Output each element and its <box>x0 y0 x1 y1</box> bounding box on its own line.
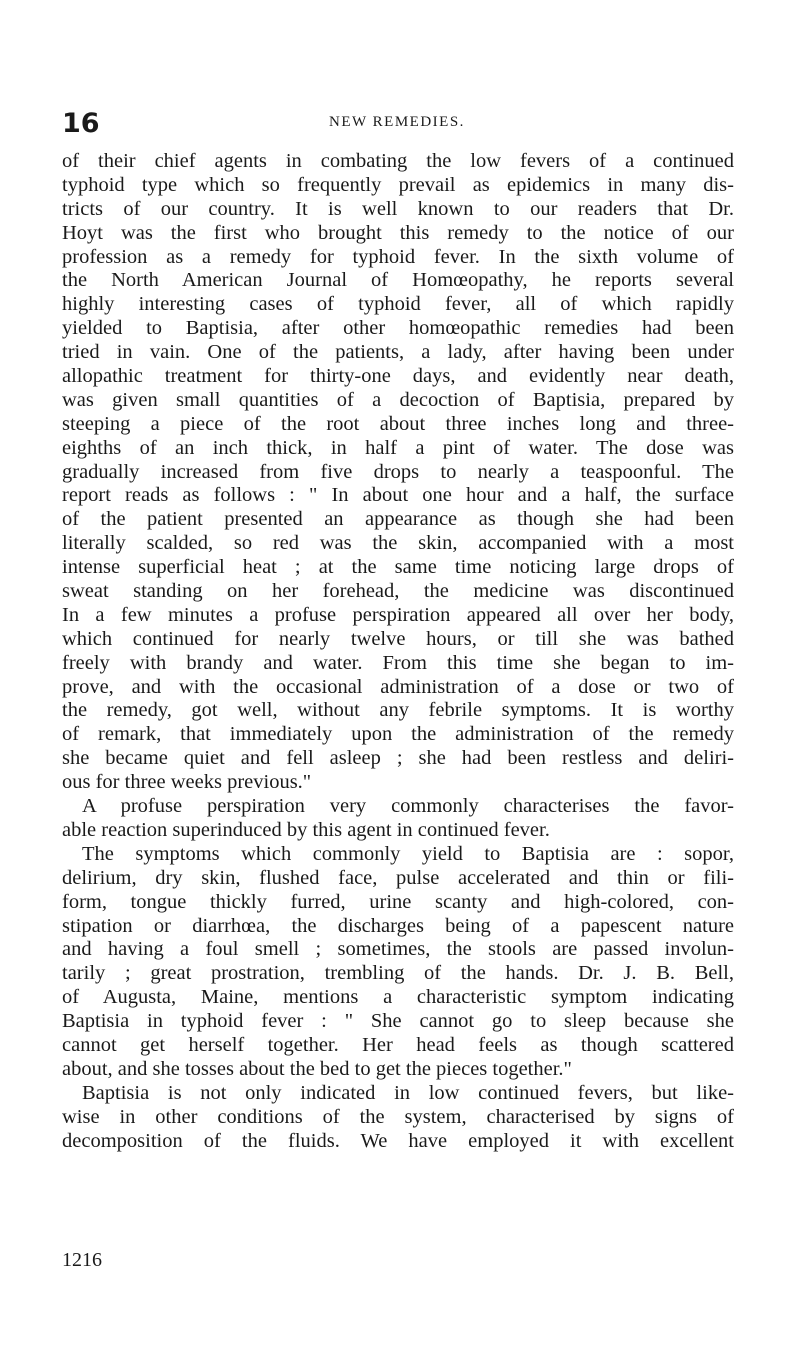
text-line: literally scalded, so red was the skin, accompanied with a most <box>62 532 734 555</box>
text-line: Baptisia is not only indicated in low continued fevers, but like- <box>82 1081 734 1104</box>
text-line: and having a foul smell ; sometimes, the stools are passed involun- <box>62 938 734 961</box>
text-line: tarily ; great prostration, trembling of the hands. Dr. J. B. Bell, <box>62 962 734 985</box>
text-line: cannot get herself together. Her head feels as though scattered <box>62 1033 734 1056</box>
text-line: decomposition of the fluids. We have employed it with excellent <box>62 1129 734 1152</box>
text-line: sweat standing on her forehead, the medicine was discontinued <box>62 580 734 603</box>
text-line: tricts of our country. It is well known to our readers that Dr. <box>62 197 734 220</box>
text-line: of the patient presented an appearance as though she had been <box>62 508 734 531</box>
text-line: of remark, that immediately upon the administration of the remedy <box>62 723 734 746</box>
page-number: 16 <box>62 108 100 139</box>
text-line: tried in vain. One of the patients, a lady, after having been under <box>62 341 734 364</box>
text-line: freely with brandy and water. From this time she began to im- <box>62 651 734 674</box>
text-line: highly interesting cases of typhoid fever, all of which rapidly <box>62 293 734 316</box>
text-line: which continued for nearly twelve hours, or till she was bathed <box>62 627 734 650</box>
text-line: report reads as follows : " In about one hour and a half, the surface <box>62 484 734 507</box>
text-line: The symptoms which commonly yield to Baptisia are : sopor, <box>82 842 734 865</box>
text-line: of their chief agents in combating the low fevers of a continued <box>62 150 734 172</box>
text-line: she became quiet and fell asleep ; she had been restless and deliri- <box>62 747 734 770</box>
text-line: delirium, dry skin, flushed face, pulse accelerated and thin or fili- <box>62 866 734 889</box>
text-line: allopathic treatment for thirty-one days, and evidently near death, <box>62 365 734 388</box>
text-line: wise in other conditions of the system, characterised by signs of <box>62 1105 734 1128</box>
text-line: of Augusta, Maine, mentions a characteristic symptom indicating <box>62 986 734 1009</box>
text-line: the North American Journal of Homœopathy, he reports several <box>62 269 734 292</box>
text-line: yielded to Baptisia, after other homœopathic remedies had been <box>62 317 734 340</box>
signature-mark: 1216 <box>62 1249 102 1271</box>
text-line: intense superficial heat ; at the same time noticing large drops of <box>62 556 734 579</box>
body-text <box>62 150 734 1153</box>
text-line: profession as a remedy for typhoid fever. In the sixth volume of <box>62 245 734 268</box>
text-line: A profuse perspiration very commonly characterises the favor- <box>82 795 734 818</box>
text-line: In a few minutes a profuse perspiration appeared all over her body, <box>62 603 734 626</box>
text-line: typhoid type which so frequently prevail as epidemics in many dis- <box>62 173 734 196</box>
text-line: eighths of an inch thick, in half a pint of water. The dose was <box>62 436 734 459</box>
text-line: ous for three weeks previous." <box>62 771 312 794</box>
text-line: steeping a piece of the root about three inches long and three- <box>62 412 734 435</box>
text-line: about, and she tosses about the bed to get the pieces together." <box>62 1057 572 1080</box>
text-line: able reaction superinduced by this agent in continued fever. <box>62 818 550 841</box>
text-line: gradually increased from five drops to nearly a teaspoonful. The <box>62 460 734 483</box>
running-title: NEW REMEDIES. <box>329 114 465 130</box>
text-line: prove, and with the occasional administration of a dose or two of <box>62 675 734 698</box>
text-line: form, tongue thickly furred, urine scanty and high-colored, con- <box>62 890 734 913</box>
text-line: Baptisia in typhoid fever : " She cannot go to sleep because she <box>62 1010 734 1033</box>
running-head <box>62 108 732 138</box>
text-line: was given small quantities of a decoction of Baptisia, prepared by <box>62 388 734 411</box>
text-line: Hoyt was the first who brought this remedy to the notice of our <box>62 221 734 244</box>
text-line: stipation or diarrhœa, the discharges being of a papescent nature <box>62 914 734 937</box>
text-line: the remedy, got well, without any febrile symptoms. It is worthy <box>62 699 734 722</box>
